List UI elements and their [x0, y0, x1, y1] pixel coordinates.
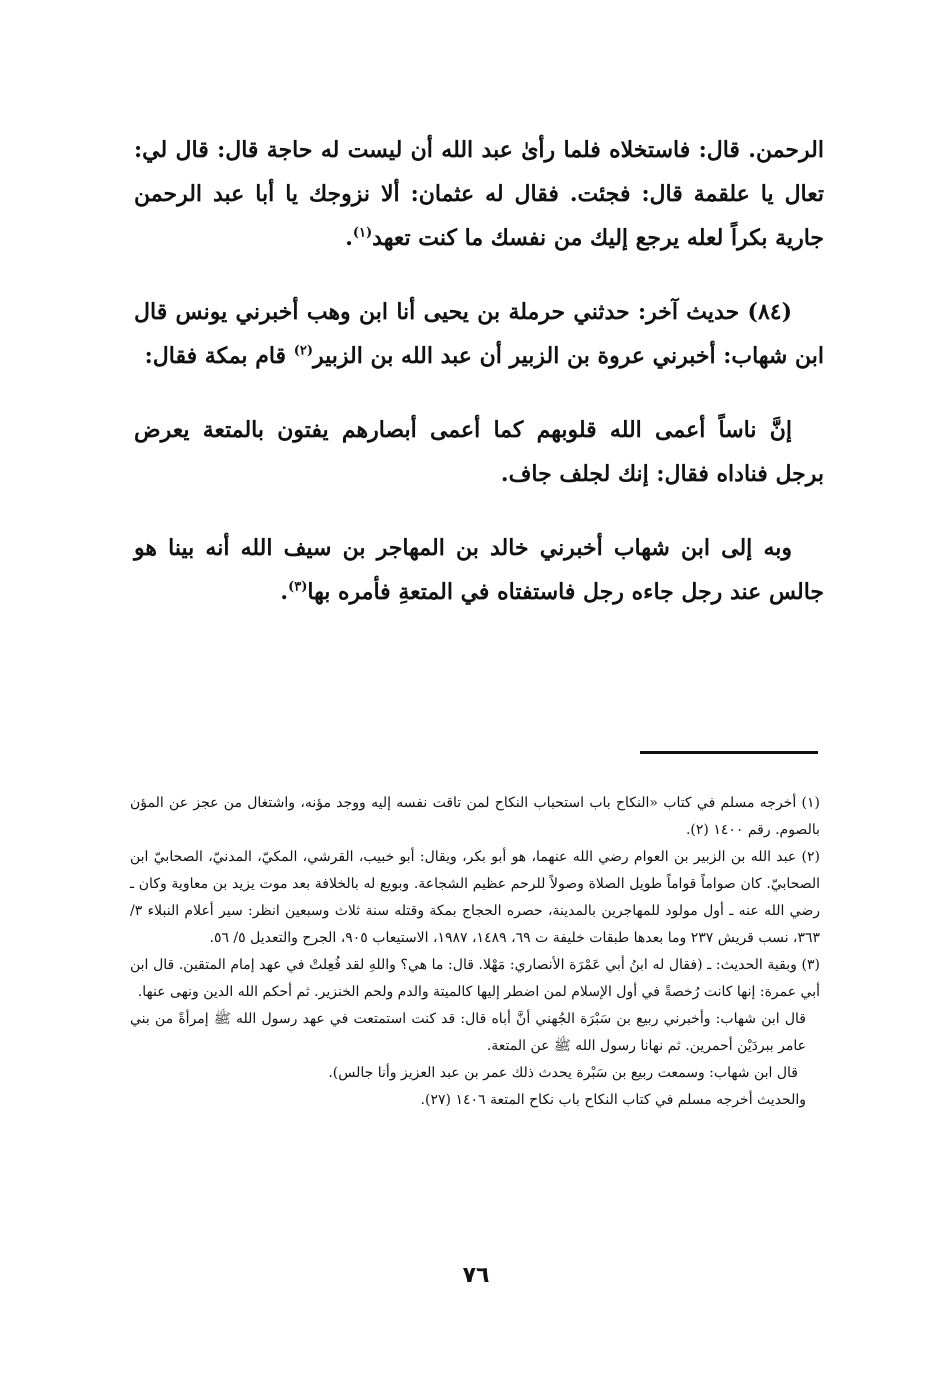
- footnotes: [130, 790, 820, 1114]
- footnote-ref-3: (٣): [288, 579, 308, 595]
- footnote-ref-1: (١): [352, 225, 373, 241]
- footnote-3-continuation-3: والحديث أخرجه مسلم في كتاب النكاح باب نكاح المتعة ١٤٠٦ (٢٧).: [420, 1092, 806, 1108]
- paragraph-2-end: قام بمكة فقال:: [144, 343, 294, 369]
- footnote-divider: [640, 751, 818, 754]
- footnote-ref-2: (٢): [293, 343, 314, 359]
- paragraph-3: [134, 408, 824, 496]
- footnote-2: (٢) عبد الله بن الزبير بن العوام رضي الله عنهما، هو أبو بكر، ويقال: أبو خبيب، القرشي، المكيّ، المدنيّ، الصحابيّ ابن الصحابيّ. كان صواماً قواماً طويل الصلاة وصولاً للرحم عظيم الشجاعة. وبويع له بالخلافة بعد موت يزيد بن معاوية وكان ـ رضي الله عنه ـ أول مولود للمهاجرين بالمدينة، حصره الحجاج بمكة وقتله سنة ثلاث وسبعين انظر: سير أعلام النبلاء ٣/ ٣٦٣، نسب قريش ٢٣٧ وما بعدها طبقات خليفة ت ٦٩، ١٤٨٩، ١٩٨٧، الاستيعاب ٩٠٥، الجرح والتعديل ٥/ ٥٦.: [130, 849, 821, 946]
- paragraph-4-end: .: [280, 579, 289, 605]
- paragraph-hadith-84: [134, 290, 824, 378]
- page-number: ٧٦: [462, 1263, 490, 1288]
- paragraph-1-text: الرحمن. قال: فاستخلاه فلما رأىٰ عبد الله أن ليست له حاجة قال: قال لي: تعال يا علقمة قال: فجئت. فقال له عثمان: ألا نزوجك يا أبا عبد الرحمن جارية بكراً لعله يرجع إليك من نفسك ما كنت تعهد: [134, 137, 824, 251]
- footnote-3-continuation-1: قال ابن شهاب: وأخبرني ربيع بن سَبْرَة الجُهني أنَّ أباه قال: قد كنت استمتعت في عهد رسول الله ﷺ إمرأةً من بني عامر ببردَيْن أحمرين. ثم نهانا رسول الله ﷺ عن المتعة.: [130, 1011, 806, 1054]
- paragraph-1: [134, 128, 824, 260]
- footnote-3-continuation-2: قال ابن شهاب: وسمعت ربيع بن سَبْرة يحدث ذلك عمر بن عبد العزيز وأنا جالس).: [328, 1065, 798, 1081]
- paragraph-1-end: .: [345, 225, 353, 251]
- paragraph-4-text: وبه إلى ابن شهاب أخبرني خالد بن المهاجر بن سيف الله أنه بينا هو جالس عند رجل جاءه رجل فاستفتاه في المتعةِ فأمره بها: [134, 535, 824, 605]
- footnote-3: (٣) وبقية الحديث: ـ (فقال له ابنُ أبي عَمْرَة الأنصاري: مَهْلا. قال: ما هي؟ واللهِ لقد فُعِلتْ في عهد إمام المتقين. قال ابن أبي عمرة: إنها كانت رُخصةً في أول الإسلام لمن اضطر إليها كالميتة والدم ولحم الخنزير. ثم أحكم الله الدين ونهى عنها.: [130, 957, 820, 1000]
- paragraph-3-text: إنَّ ناساً أعمى الله قلوبهم كما أعمى أبصارهم يفتون بالمتعة يعرض برجل فناداه فقال: إنك لجلف جاف.: [134, 417, 824, 487]
- paragraph-2-text: (٨٤) حديث آخر: حدثني حرملة بن يحيى أنا ابن وهب أخبرني يونس قال ابن شهاب: أخبرني عروة بن الزبير أن عبد الله بن الزبير: [134, 299, 824, 369]
- footnote-1: (١) أخرجه مسلم في كتاب «النكاح باب استحباب النكاح لمن تاقت نفسه إليه ووجد مؤنه، واشتغال من عجز عن المؤن بالصوم. رقم ١٤٠٠ (٢).: [130, 795, 820, 838]
- main-text: [134, 128, 824, 644]
- paragraph-4: [134, 526, 824, 614]
